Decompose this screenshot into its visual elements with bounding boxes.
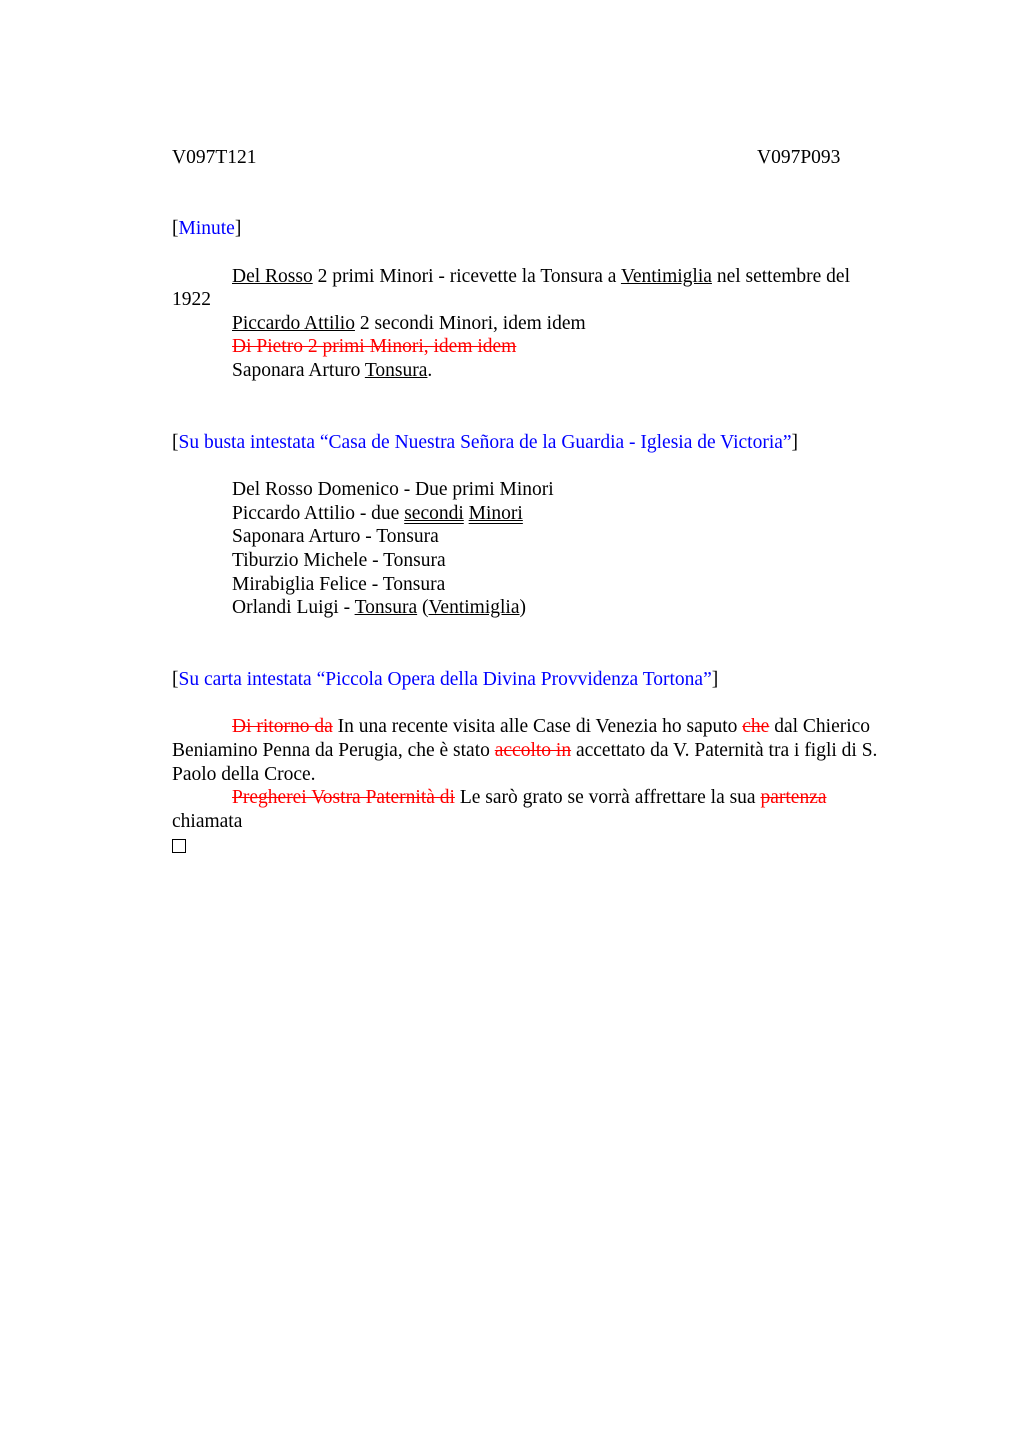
minute-line-3-deleted: Di Pietro 2 primi Minori, idem idem [232,336,517,358]
busta-line-4: Tiburzio Michele - Tonsura [232,549,446,571]
minute-line-1: Del Rosso 2 primi Minori - ricevette la Tonsura a Ventimiglia nel settembre del 1922 [172,265,851,311]
empty-checkbox-icon [172,833,924,860]
minute-line-2: Piccardo Attilio 2 secondi Minori, idem idem [232,312,586,334]
minute-line-4: Saponara Arturo Tonsura. [232,359,433,381]
document-header [172,146,924,170]
busta-line-3: Saponara Arturo - Tonsura [232,526,439,548]
document-code-right: V097P093 [757,147,841,168]
section-title-carta: [Su carta intestata “Piccola Opera della Divina Provvidenza Tortona”] [172,668,719,690]
busta-line-1: Del Rosso Domenico - Due primi Minori [232,479,554,501]
busta-line-2: Piccardo Attilio - due secondi Minori [232,502,523,524]
busta-line-6: Orlandi Luigi - Tonsura (Ventimiglia) [232,597,527,619]
busta-line-5: Mirabiglia Felice - Tonsura [232,573,446,595]
document-code-left: V097T121 [172,147,257,168]
section-title-busta: [Su busta intestata “Casa de Nuestra Señora de la Guardia - Iglesia de Victoria”] [172,431,799,453]
letter-paragraph-2: Pregherei Vostra Paternità di Le sarò grato se vorrà affrettare la sua partenza chiamata [172,787,827,832]
document-page [172,146,924,860]
letter-paragraph-1: Di ritorno da In una recente visita alle Case di Venezia ho saputo che dal Chierico Beniamino Penna da Perugia, che è stato accolto in accettato da V. Paternità tra i figli di S. Paolo della Croce. [172,716,878,785]
section-title-minute: [Minute] [172,218,242,239]
